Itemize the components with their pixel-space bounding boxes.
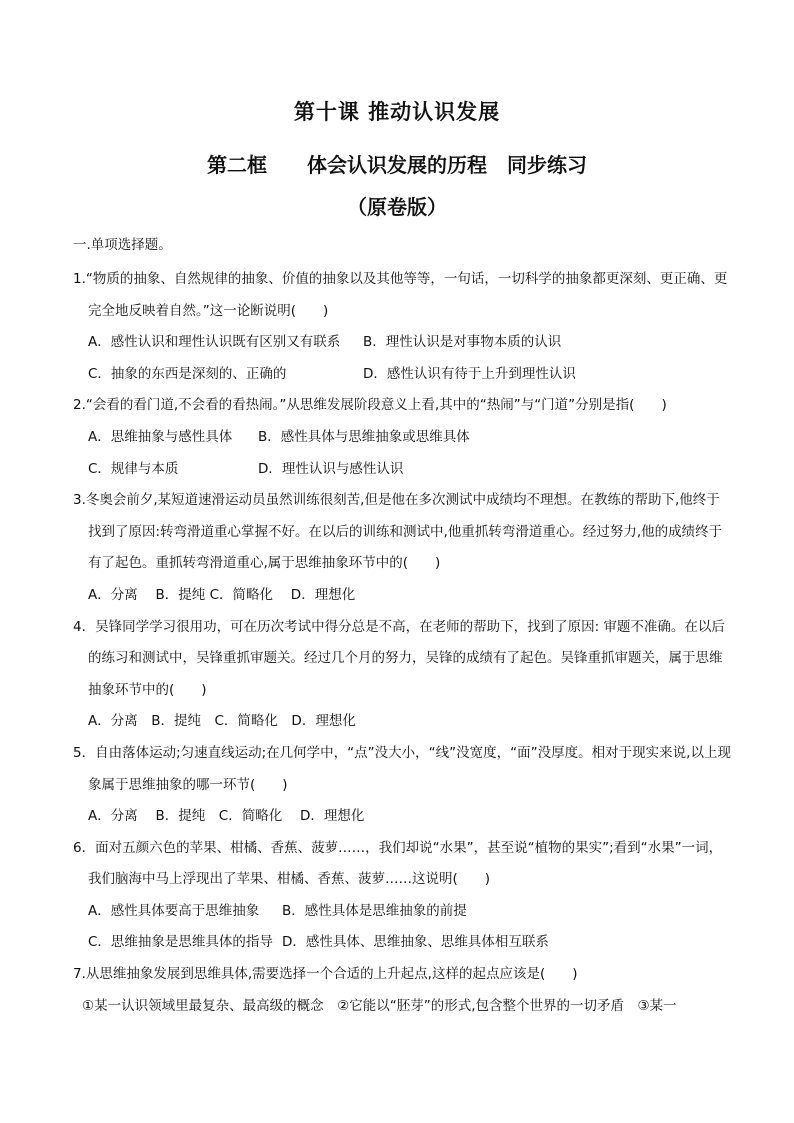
option-a[interactable]: A．感性具体要高于思维抽象 bbox=[88, 902, 260, 919]
question-stem: 1.“物质的抽象、自然规律的抽象、价值的抽象以及其他等等，一句话，一切科学的抽象都更深刻、更正确、更完全地反映着自然。”这一论断说明( ) bbox=[73, 271, 728, 319]
question-options bbox=[73, 801, 733, 833]
question-options bbox=[73, 896, 733, 959]
question-1 bbox=[73, 264, 733, 390]
lesson-subtitle: 第二框 体会认识发展的历程 同步练习 bbox=[207, 153, 587, 177]
option-a[interactable]: A．感性认识和理性认识既有区别又有联系 bbox=[88, 334, 341, 351]
option-d[interactable]: D．感性具体、思维抽象、思维具体相互联系 bbox=[282, 934, 549, 951]
option-b[interactable]: B．理性认识是对事物本质的认识 bbox=[363, 334, 562, 351]
question-options bbox=[73, 422, 733, 485]
question-2 bbox=[73, 390, 733, 485]
options-line[interactable]: A．分离 B．提纯 C．简略化 D．理想化 bbox=[88, 586, 356, 603]
option-c[interactable]: C．规律与本质 bbox=[88, 460, 179, 477]
question-stem: 5．自由落体运动;匀速直线运动;在几何学中，“点”没大小，“线”没宽度，“面”没厚度。相对于现实来说,以上现象属于思维抽象的哪一环节( ) bbox=[73, 744, 731, 793]
option-b[interactable]: B．感性具体与思维抽象或思维具体 bbox=[258, 428, 470, 445]
question-stem: 2.“会看的看门道,不会看的看热闹。”从思维发展阶段意义上看,其中的“热闹”与“门道”分别是指( ) bbox=[73, 397, 667, 414]
question-stem: 3.冬奥会前夕,某短道速滑运动员虽然训练很刻苦,但是他在多次测试中成绩均不理想。在教练的帮助下,他终于找到了原因:转弯滑道重心掌握不好。在以后的训练和测试中,他重抓转弯滑道重心。经过努力,他的成绩终于有了起色。重抓转弯滑道重心,属于思维抽象环节中的( ) bbox=[73, 492, 723, 572]
question-options bbox=[73, 327, 733, 390]
question-stem: 6．面对五颜六色的苹果、柑橘、香蕉、菠萝……，我们却说“水果”，甚至说“植物的果实”;看到“水果”一词，我们脑海中马上浮现出了苹果、柑橘、香蕉、菠萝……这说明( ) bbox=[73, 839, 723, 888]
question-stem: 7.从思维抽象发展到思维具体,需要选择一个合适的上升起点,这样的起点应该是( ) bbox=[73, 966, 578, 983]
section-heading: 一.单项选择题。 bbox=[73, 237, 172, 253]
question-stem: 4．吴锋同学学习很用功，可在历次考试中得分总是不高，在老师的帮助下，找到了原因: 审题不准确。在以后的练习和测试中，吴锋重抓审题关。经过几个月的努力，吴锋的成绩有了起色。吴锋重抓审题关，属于思维抽象环节中的( ) bbox=[73, 618, 725, 698]
options-line[interactable]: A．分离 B．提纯 C．简略化 D．理想化 bbox=[88, 808, 365, 825]
option-d[interactable]: D．感性认识有待于上升到理性认识 bbox=[363, 365, 576, 382]
question-4 bbox=[73, 612, 733, 738]
question-7 bbox=[73, 959, 733, 1022]
question-3 bbox=[73, 485, 733, 611]
option-b[interactable]: B．感性具体是思维抽象的前提 bbox=[282, 902, 467, 919]
statement-line: ①某一认识领域里最复杂、最高级的概念 ②它能以“胚芽”的形式,包含整个世界的一切矛盾 ③某一 bbox=[82, 997, 677, 1014]
question-6 bbox=[73, 833, 733, 959]
question-options bbox=[73, 580, 733, 612]
question-options bbox=[73, 706, 733, 738]
option-a[interactable]: A．思维抽象与感性具体 bbox=[88, 428, 233, 445]
option-c[interactable]: C．思维抽象是思维具体的指导 bbox=[88, 934, 273, 951]
option-d[interactable]: D．理性认识与感性认识 bbox=[258, 460, 404, 477]
lesson-title: 第十课 推动认识发展 bbox=[293, 99, 501, 124]
question-5 bbox=[73, 738, 733, 833]
options-line[interactable]: A．分离 B．提纯 C．简略化 D．理想化 bbox=[88, 713, 356, 730]
question-list bbox=[73, 264, 733, 1022]
version-label: （原卷版） bbox=[347, 195, 447, 219]
option-c[interactable]: C．抽象的东西是深刻的、正确的 bbox=[88, 365, 287, 382]
